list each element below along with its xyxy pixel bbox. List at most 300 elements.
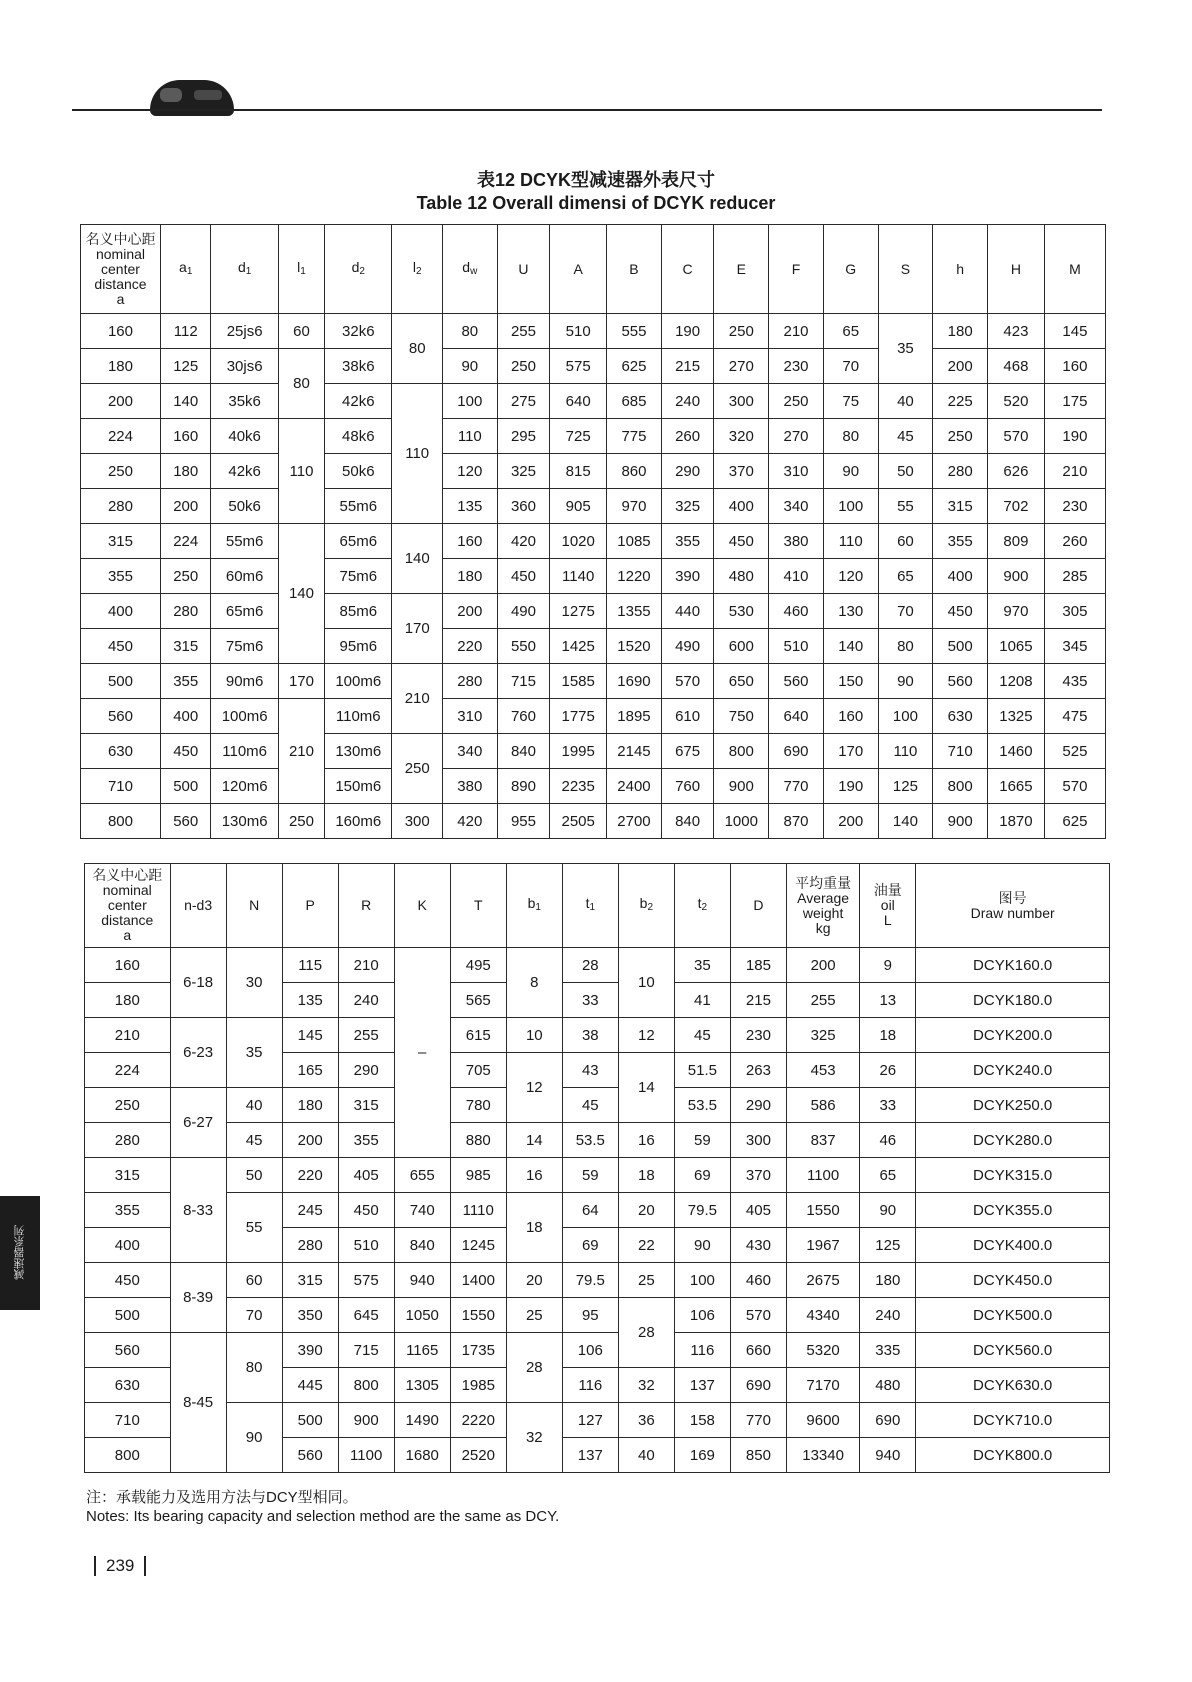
cell-dw: 420 xyxy=(442,804,497,839)
cell-M: 160 xyxy=(1044,349,1105,384)
cell-t1: 69 xyxy=(562,1228,618,1263)
cell-U: 295 xyxy=(497,419,550,454)
cell-U: 955 xyxy=(497,804,550,839)
cell-oil: 90 xyxy=(860,1193,916,1228)
col-header-E: E xyxy=(714,225,769,314)
col-header-B: B xyxy=(607,225,662,314)
cell-l1: 250 xyxy=(278,804,324,839)
cell-oil: 480 xyxy=(860,1368,916,1403)
col-header-A: A xyxy=(550,225,607,314)
cell-h: 200 xyxy=(933,349,988,384)
cell-C: 610 xyxy=(661,699,714,734)
cell-N: 30 xyxy=(226,948,282,1018)
cell-T: 1110 xyxy=(450,1193,506,1228)
cell-weight: 1100 xyxy=(786,1158,859,1193)
cell-D: 430 xyxy=(730,1228,786,1263)
cell-U: 760 xyxy=(497,699,550,734)
cell-dw: 80 xyxy=(442,314,497,349)
cell-D: 770 xyxy=(730,1403,786,1438)
cell-E: 800 xyxy=(714,734,769,769)
cell-b2: 28 xyxy=(618,1298,674,1368)
cell-U: 490 xyxy=(497,594,550,629)
cell-weight: 453 xyxy=(786,1053,859,1088)
cell-oil: 940 xyxy=(860,1438,916,1473)
cell-a: 630 xyxy=(81,734,161,769)
cell-t2: 137 xyxy=(674,1368,730,1403)
cell-B: 685 xyxy=(607,384,662,419)
cell-t2: 59 xyxy=(674,1123,730,1158)
cell-G: 170 xyxy=(823,734,878,769)
cell-C: 260 xyxy=(661,419,714,454)
cell-G: 150 xyxy=(823,664,878,699)
cell-N: 80 xyxy=(226,1333,282,1403)
cell-t1: 59 xyxy=(562,1158,618,1193)
cell-a: 500 xyxy=(85,1298,171,1333)
cell-nd3: 6-23 xyxy=(170,1018,226,1088)
cell-E: 370 xyxy=(714,454,769,489)
cell-H: 702 xyxy=(988,489,1045,524)
cell-a: 160 xyxy=(81,314,161,349)
cell-B: 1355 xyxy=(607,594,662,629)
cell-F: 250 xyxy=(769,384,824,419)
cell-draw-number: DCYK160.0 xyxy=(916,948,1110,983)
table-row xyxy=(81,664,1106,699)
cell-F: 340 xyxy=(769,489,824,524)
cell-oil: 13 xyxy=(860,983,916,1018)
cell-d2: 85m6 xyxy=(325,594,392,629)
cell-S: 110 xyxy=(878,734,933,769)
cell-d2: 65m6 xyxy=(325,524,392,559)
cell-P: 180 xyxy=(282,1088,338,1123)
cell-d1: 75m6 xyxy=(211,629,278,664)
cell-G: 200 xyxy=(823,804,878,839)
cell-R: 315 xyxy=(338,1088,394,1123)
cell-H: 570 xyxy=(988,419,1045,454)
cell-U: 420 xyxy=(497,524,550,559)
cell-P: 445 xyxy=(282,1368,338,1403)
cell-b2: 12 xyxy=(618,1018,674,1053)
cell-S: 140 xyxy=(878,804,933,839)
cell-l1: 60 xyxy=(278,314,324,349)
cell-a: 355 xyxy=(81,559,161,594)
cell-a: 210 xyxy=(85,1018,171,1053)
cell-P: 560 xyxy=(282,1438,338,1473)
col-header-U: U xyxy=(497,225,550,314)
cell-weight: 837 xyxy=(786,1123,859,1158)
cell-E: 300 xyxy=(714,384,769,419)
cell-t2: 41 xyxy=(674,983,730,1018)
cell-a1: 140 xyxy=(160,384,211,419)
cell-a: 400 xyxy=(85,1228,171,1263)
cell-K: 940 xyxy=(394,1263,450,1298)
cell-T: 1735 xyxy=(450,1333,506,1368)
cell-t1: 95 xyxy=(562,1298,618,1333)
cell-a: 450 xyxy=(85,1263,171,1298)
cell-oil: 690 xyxy=(860,1403,916,1438)
table-row xyxy=(85,1193,1110,1228)
cell-G: 70 xyxy=(823,349,878,384)
table-row xyxy=(81,804,1106,839)
cell-E: 750 xyxy=(714,699,769,734)
cell-D: 300 xyxy=(730,1123,786,1158)
cell-d1: 25js6 xyxy=(211,314,278,349)
cell-H: 900 xyxy=(988,559,1045,594)
side-tab: 减速器系列 xyxy=(0,1196,40,1310)
cell-draw-number: DCYK355.0 xyxy=(916,1193,1110,1228)
cell-K: 1490 xyxy=(394,1403,450,1438)
cell-A: 1995 xyxy=(550,734,607,769)
cell-R: 645 xyxy=(338,1298,394,1333)
cell-P: 165 xyxy=(282,1053,338,1088)
cell-G: 140 xyxy=(823,629,878,664)
cell-C: 190 xyxy=(661,314,714,349)
cell-S: 100 xyxy=(878,699,933,734)
page-number: 239 xyxy=(94,1556,146,1576)
table-row xyxy=(81,734,1106,769)
cell-C: 290 xyxy=(661,454,714,489)
cell-draw-number: DCYK560.0 xyxy=(916,1333,1110,1368)
cell-N: 55 xyxy=(226,1193,282,1263)
cell-H: 970 xyxy=(988,594,1045,629)
cell-B: 1520 xyxy=(607,629,662,664)
col-header-D: D xyxy=(730,864,786,948)
cell-S: 50 xyxy=(878,454,933,489)
cell-oil: 335 xyxy=(860,1333,916,1368)
cell-t2: 53.5 xyxy=(674,1088,730,1123)
cell-draw-number: DCYK630.0 xyxy=(916,1368,1110,1403)
cell-S: 45 xyxy=(878,419,933,454)
cell-weight: 7170 xyxy=(786,1368,859,1403)
cell-A: 815 xyxy=(550,454,607,489)
cell-C: 215 xyxy=(661,349,714,384)
cell-weight: 4340 xyxy=(786,1298,859,1333)
cell-d1: 30js6 xyxy=(211,349,278,384)
cell-R: 240 xyxy=(338,983,394,1018)
cell-d2: 55m6 xyxy=(325,489,392,524)
cell-T: 1245 xyxy=(450,1228,506,1263)
cell-l2: 110 xyxy=(392,384,443,524)
cell-C: 440 xyxy=(661,594,714,629)
table-title-cn: 表12 DCYK型减速器外表尺寸 xyxy=(476,170,716,190)
cell-D: 215 xyxy=(730,983,786,1018)
cell-t2: 51.5 xyxy=(674,1053,730,1088)
cell-N: 35 xyxy=(226,1018,282,1088)
cell-U: 840 xyxy=(497,734,550,769)
table-row xyxy=(85,1018,1110,1053)
cell-N: 70 xyxy=(226,1298,282,1333)
cell-D: 405 xyxy=(730,1193,786,1228)
cell-A: 1585 xyxy=(550,664,607,699)
col-header-nd3: n-d3 xyxy=(170,864,226,948)
table-row xyxy=(85,1123,1110,1158)
cell-d2: 50k6 xyxy=(325,454,392,489)
cell-T: 1985 xyxy=(450,1368,506,1403)
cell-A: 2505 xyxy=(550,804,607,839)
cell-b2: 22 xyxy=(618,1228,674,1263)
col-header-dw: $d_w$ xyxy=(442,225,497,314)
cell-t2: 116 xyxy=(674,1333,730,1368)
cell-K: 1680 xyxy=(394,1438,450,1473)
cell-H: 1460 xyxy=(988,734,1045,769)
cell-B: 1085 xyxy=(607,524,662,559)
cell-a1: 160 xyxy=(160,419,211,454)
cell-draw-number: DCYK280.0 xyxy=(916,1123,1110,1158)
cell-d1: 50k6 xyxy=(211,489,278,524)
cell-b1: 14 xyxy=(506,1123,562,1158)
cell-h: 630 xyxy=(933,699,988,734)
cell-A: 725 xyxy=(550,419,607,454)
cell-E: 900 xyxy=(714,769,769,804)
cell-D: 570 xyxy=(730,1298,786,1333)
cell-F: 270 xyxy=(769,419,824,454)
cell-C: 760 xyxy=(661,769,714,804)
cell-P: 390 xyxy=(282,1333,338,1368)
cell-a: 160 xyxy=(85,948,171,983)
table-header-row xyxy=(85,864,1110,948)
col-header-N: N xyxy=(226,864,282,948)
cell-oil: 65 xyxy=(860,1158,916,1193)
cell-a: 315 xyxy=(85,1158,171,1193)
cell-P: 280 xyxy=(282,1228,338,1263)
cell-S: 80 xyxy=(878,629,933,664)
cell-weight: 1550 xyxy=(786,1193,859,1228)
cell-weight: 586 xyxy=(786,1088,859,1123)
cell-S: 70 xyxy=(878,594,933,629)
cell-d1: 130m6 xyxy=(211,804,278,839)
cell-h: 180 xyxy=(933,314,988,349)
table-row xyxy=(81,489,1106,524)
cell-a1: 180 xyxy=(160,454,211,489)
cell-h: 315 xyxy=(933,489,988,524)
cell-t2: 90 xyxy=(674,1228,730,1263)
cell-h: 355 xyxy=(933,524,988,559)
cell-h: 710 xyxy=(933,734,988,769)
cell-a1: 450 xyxy=(160,734,211,769)
cell-B: 625 xyxy=(607,349,662,384)
cell-t1: 116 xyxy=(562,1368,618,1403)
cell-l2: 80 xyxy=(392,314,443,384)
cell-P: 350 xyxy=(282,1298,338,1333)
cell-a: 710 xyxy=(81,769,161,804)
cell-F: 690 xyxy=(769,734,824,769)
cell-H: 1325 xyxy=(988,699,1045,734)
cell-a: 355 xyxy=(85,1193,171,1228)
cell-draw-number: DCYK315.0 xyxy=(916,1158,1110,1193)
cell-H: 423 xyxy=(988,314,1045,349)
cell-U: 275 xyxy=(497,384,550,419)
cell-h: 500 xyxy=(933,629,988,664)
cell-D: 690 xyxy=(730,1368,786,1403)
cell-a: 224 xyxy=(85,1053,171,1088)
cell-nd3: 8-39 xyxy=(170,1263,226,1333)
cell-M: 190 xyxy=(1044,419,1105,454)
cell-a1: 112 xyxy=(160,314,211,349)
cell-A: 640 xyxy=(550,384,607,419)
cell-B: 1895 xyxy=(607,699,662,734)
cell-d1: 35k6 xyxy=(211,384,278,419)
cell-B: 555 xyxy=(607,314,662,349)
cell-b2: 32 xyxy=(618,1368,674,1403)
cell-G: 160 xyxy=(823,699,878,734)
table-row xyxy=(85,1333,1110,1368)
cell-l1: 110 xyxy=(278,419,324,524)
table-title-en: Table 12 Overall dimensi of DCYK reducer xyxy=(416,193,776,213)
cell-d2: 160m6 xyxy=(325,804,392,839)
table-row xyxy=(81,314,1106,349)
cell-weight: 9600 xyxy=(786,1403,859,1438)
cell-G: 130 xyxy=(823,594,878,629)
cell-h: 225 xyxy=(933,384,988,419)
table-header-row xyxy=(81,225,1106,314)
table-row xyxy=(81,559,1106,594)
table-row xyxy=(85,1158,1110,1193)
cell-draw-number: DCYK200.0 xyxy=(916,1018,1110,1053)
col-header-S: S xyxy=(878,225,933,314)
cell-b2: 20 xyxy=(618,1193,674,1228)
cell-d2: 32k6 xyxy=(325,314,392,349)
cell-T: 615 xyxy=(450,1018,506,1053)
cell-d2: 110m6 xyxy=(325,699,392,734)
table-row xyxy=(81,524,1106,559)
cell-P: 500 xyxy=(282,1403,338,1438)
table-row xyxy=(85,1263,1110,1298)
cell-M: 525 xyxy=(1044,734,1105,769)
cell-l1: 210 xyxy=(278,699,324,804)
cell-D: 460 xyxy=(730,1263,786,1298)
cell-l2: 140 xyxy=(392,524,443,594)
cell-a: 200 xyxy=(81,384,161,419)
cell-D: 290 xyxy=(730,1088,786,1123)
cell-E: 650 xyxy=(714,664,769,699)
cell-G: 80 xyxy=(823,419,878,454)
cell-P: 245 xyxy=(282,1193,338,1228)
header-rule xyxy=(72,109,1102,111)
cell-a1: 315 xyxy=(160,629,211,664)
cell-U: 325 xyxy=(497,454,550,489)
cell-E: 320 xyxy=(714,419,769,454)
cell-P: 315 xyxy=(282,1263,338,1298)
cell-l2: 250 xyxy=(392,734,443,804)
cell-B: 970 xyxy=(607,489,662,524)
cell-b1: 10 xyxy=(506,1018,562,1053)
cell-D: 660 xyxy=(730,1333,786,1368)
table-row xyxy=(81,454,1106,489)
cell-d2: 150m6 xyxy=(325,769,392,804)
cell-C: 490 xyxy=(661,629,714,664)
cell-a: 250 xyxy=(85,1088,171,1123)
cell-M: 285 xyxy=(1044,559,1105,594)
cell-d2: 130m6 xyxy=(325,734,392,769)
cell-F: 210 xyxy=(769,314,824,349)
cell-M: 305 xyxy=(1044,594,1105,629)
table-row xyxy=(81,349,1106,384)
col-header-a1: $a_1$ xyxy=(160,225,211,314)
cell-a: 224 xyxy=(81,419,161,454)
cell-A: 1140 xyxy=(550,559,607,594)
cell-dw: 160 xyxy=(442,524,497,559)
cell-b2: 40 xyxy=(618,1438,674,1473)
cell-weight: 325 xyxy=(786,1018,859,1053)
cell-S: 125 xyxy=(878,769,933,804)
cell-t1: 38 xyxy=(562,1018,618,1053)
cell-b1: 20 xyxy=(506,1263,562,1298)
cell-a1: 125 xyxy=(160,349,211,384)
cell-a1: 250 xyxy=(160,559,211,594)
cell-dw: 280 xyxy=(442,664,497,699)
cell-K: 1050 xyxy=(394,1298,450,1333)
cell-draw-number: DCYK240.0 xyxy=(916,1053,1110,1088)
cell-M: 210 xyxy=(1044,454,1105,489)
cell-T: 705 xyxy=(450,1053,506,1088)
cell-weight: 1967 xyxy=(786,1228,859,1263)
cell-B: 860 xyxy=(607,454,662,489)
cell-R: 290 xyxy=(338,1053,394,1088)
cell-M: 145 xyxy=(1044,314,1105,349)
cell-b1: 16 xyxy=(506,1158,562,1193)
cell-E: 480 xyxy=(714,559,769,594)
cell-t2: 35 xyxy=(674,948,730,983)
cell-oil: 125 xyxy=(860,1228,916,1263)
cell-d1: 60m6 xyxy=(211,559,278,594)
cell-S: 60 xyxy=(878,524,933,559)
cell-draw-number: DCYK450.0 xyxy=(916,1263,1110,1298)
cell-a1: 400 xyxy=(160,699,211,734)
cell-R: 715 xyxy=(338,1333,394,1368)
cell-E: 270 xyxy=(714,349,769,384)
cell-t1: 33 xyxy=(562,983,618,1018)
cell-G: 65 xyxy=(823,314,878,349)
cell-T: 495 xyxy=(450,948,506,983)
col-header-C: C xyxy=(661,225,714,314)
col-header-H: H xyxy=(988,225,1045,314)
cell-M: 175 xyxy=(1044,384,1105,419)
cell-R: 405 xyxy=(338,1158,394,1193)
cell-T: 780 xyxy=(450,1088,506,1123)
cell-U: 250 xyxy=(497,349,550,384)
cell-dw: 100 xyxy=(442,384,497,419)
cell-U: 450 xyxy=(497,559,550,594)
cell-t1: 64 xyxy=(562,1193,618,1228)
cell-F: 560 xyxy=(769,664,824,699)
cell-a: 180 xyxy=(81,349,161,384)
cell-U: 890 xyxy=(497,769,550,804)
cell-b2: 14 xyxy=(618,1053,674,1123)
cell-H: 1208 xyxy=(988,664,1045,699)
cell-draw-number: DCYK800.0 xyxy=(916,1438,1110,1473)
cell-P: 145 xyxy=(282,1018,338,1053)
cell-S: 55 xyxy=(878,489,933,524)
cell-l2: 210 xyxy=(392,664,443,734)
cell-draw-number: DCYK500.0 xyxy=(916,1298,1110,1333)
cell-B: 2145 xyxy=(607,734,662,769)
cell-C: 675 xyxy=(661,734,714,769)
cell-h: 280 xyxy=(933,454,988,489)
cell-l2: 170 xyxy=(392,594,443,664)
cell-b1: 32 xyxy=(506,1403,562,1473)
col-header-a: 名义中心距 nominal center distance a xyxy=(85,864,171,948)
cell-A: 1425 xyxy=(550,629,607,664)
cell-N: 40 xyxy=(226,1088,282,1123)
cell-d1: 40k6 xyxy=(211,419,278,454)
cell-b2: 36 xyxy=(618,1403,674,1438)
col-header-R: R xyxy=(338,864,394,948)
cell-A: 1275 xyxy=(550,594,607,629)
cell-M: 475 xyxy=(1044,699,1105,734)
cell-d2: 95m6 xyxy=(325,629,392,664)
cell-R: 210 xyxy=(338,948,394,983)
cell-d2: 100m6 xyxy=(325,664,392,699)
cell-t1: 28 xyxy=(562,948,618,983)
